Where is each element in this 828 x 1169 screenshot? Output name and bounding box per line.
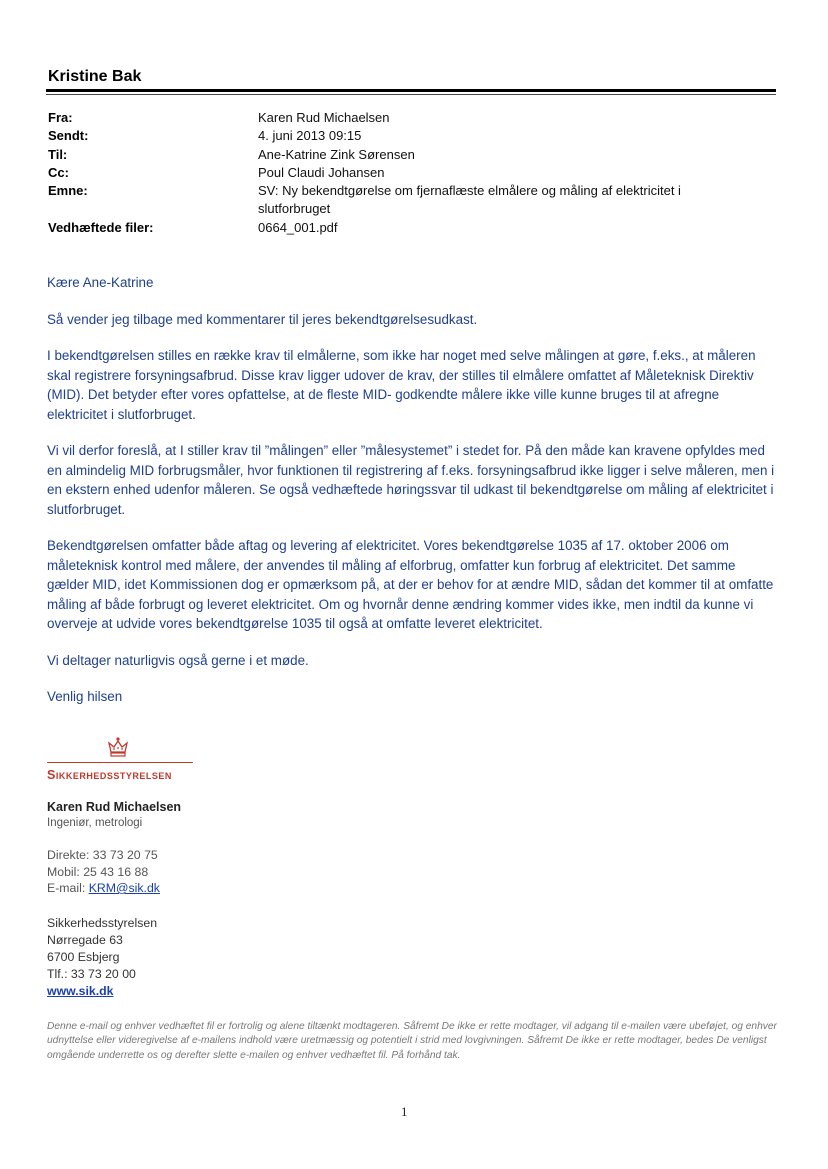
field-label: Sendt: [48, 128, 89, 144]
field-cc [48, 164, 768, 182]
body-paragraph: Vi deltager naturligvis også gerne i et møde. [47, 652, 309, 668]
signature-title: Ingeniør, metrologi [47, 817, 143, 829]
signature-name: Karen Rud Michaelsen [47, 800, 182, 814]
field-to [48, 146, 768, 164]
confidentiality-disclaimer: Denne e-mail og enhver vedhæftet fil er fortrolig og alene tiltænkt modtageren. Såfremt De ikke er rette modtager, vil adgang til e-mailen være ubeføjet, og enhver udnyttelse eller videregivelse af e-mailens indhold være uretmæssig og potentielt i strid med lovgivningen. Såfremt De ikke er rette modtager, bedes De venligst omgående underrette os og derefter slette e-mailen og enhver vedhæftet fil. På forhånd tak. [47, 1021, 777, 1061]
street-address: Nørregade 63 [47, 932, 123, 947]
email-label: E-mail: [47, 881, 89, 895]
closing: Venlig hilsen [47, 689, 123, 704]
field-label: Emne: [48, 183, 88, 199]
logo-rule [47, 762, 193, 763]
header-rule-thick [46, 89, 776, 92]
mailbox-owner-name: Kristine Bak [48, 68, 142, 85]
website-link[interactable]: www.sik.dk [47, 984, 114, 999]
field-subject [48, 182, 768, 219]
org-name: Sikkerhedsstyrelsen [47, 915, 158, 930]
attachment-filename[interactable]: 0664_001.pdf [258, 219, 338, 235]
email-link[interactable]: KRM@sik.dk [88, 881, 160, 895]
city-postcode: 6700 Esbjerg [47, 949, 120, 964]
email-body [47, 273, 777, 724]
brand-name: Sikkerhedsstyrelsen [47, 768, 172, 782]
field-value: 4. juni 2013 09:15 [258, 128, 362, 144]
page-number: 1 [401, 1104, 408, 1119]
header-rule-thin [46, 94, 776, 95]
contact-info [47, 847, 347, 897]
org-phone: Tlf.: 33 73 20 00 [47, 967, 136, 982]
body-paragraph: Så vender jeg tilbage med kommentarer til jeres bekendtgørelsesudkast. [47, 311, 478, 327]
field-label: Fra: [48, 110, 73, 125]
direct-phone: Direkte: 33 73 20 75 [47, 848, 158, 862]
body-paragraph: Bekendtgørelsen omfatter både aftag og levering af elektricitet. Vores bekendtgørelse 1035 af 17. oktober 2006 om måleteknisk kontrol med målere, der anvendes til måling af elforbrug, omfatter kun forbrug af elektricitet. Det samme gælder MID, idet Kommissionen dog er opmærksom på, at der er behov for at ændre MID, sådan det kommer til at omfatte måling af både forbrugt og leveret elektricitet. Om og hvornår denne ændring kommer vides ikke, men indtil da kunne vi overveje at udvide vores bekendtgørelse 1035 til også at omfatte leveret elektricitet. [47, 538, 774, 631]
field-sent [48, 127, 768, 145]
email-header-fields [48, 109, 768, 237]
field-value: Karen Rud Michaelsen [258, 110, 390, 125]
field-value: SV: Ny bekendtgørelse om fjernaflæste elmålere og måling af elektricitet i slutforbruget [258, 183, 681, 217]
field-from [48, 109, 768, 127]
field-label: Til: [48, 146, 68, 162]
mobile-phone: Mobil: 25 43 16 88 [47, 864, 149, 879]
organization-logo [47, 736, 197, 786]
field-attachments [48, 219, 768, 237]
greeting: Kære Ane-Katrine [47, 275, 154, 290]
field-value: Poul Claudi Johansen [258, 164, 385, 180]
body-paragraph: Vi vil derfor foreslå, at I stiller krav til ”målingen” eller ”målesystemet” i stedet for. På den måde kan kravene opfyldes med en almindelig MID forbrugsmåler, hvor funktionen til registrering af f.eks. forsyningsafbrud ikke ligger i selve måleren, men i en ekstern enhed udenfor måleren. Se også vedhæftede høringssvar til udkast til bekendtgørelse om måling af elektricitet i slutforbruget. [47, 443, 775, 517]
field-label: Cc: [48, 164, 69, 180]
email-signature [47, 736, 347, 1001]
crown-icon [105, 736, 131, 762]
body-paragraph: I bekendtgørelsen stilles en række krav til elmålerne, som ikke har noget med selve målingen at gøre, f.eks., at måleren skal registrere forsyningsafbrud. Disse krav ligger udover de krav, der stilles til elmålere omfattet af Måleteknisk Direktiv (MID). Det betyder efter vores opfattelse, at de fleste MID- godkendte målere ikke ville kunne bruges til at afregne elektricitet i slutforbruget. [47, 348, 756, 422]
field-value: Ane-Katrine Zink Sørensen [258, 146, 415, 162]
field-label: Vedhæftede filer: [48, 219, 154, 235]
email-line [47, 880, 347, 897]
organization-address [47, 915, 347, 1001]
